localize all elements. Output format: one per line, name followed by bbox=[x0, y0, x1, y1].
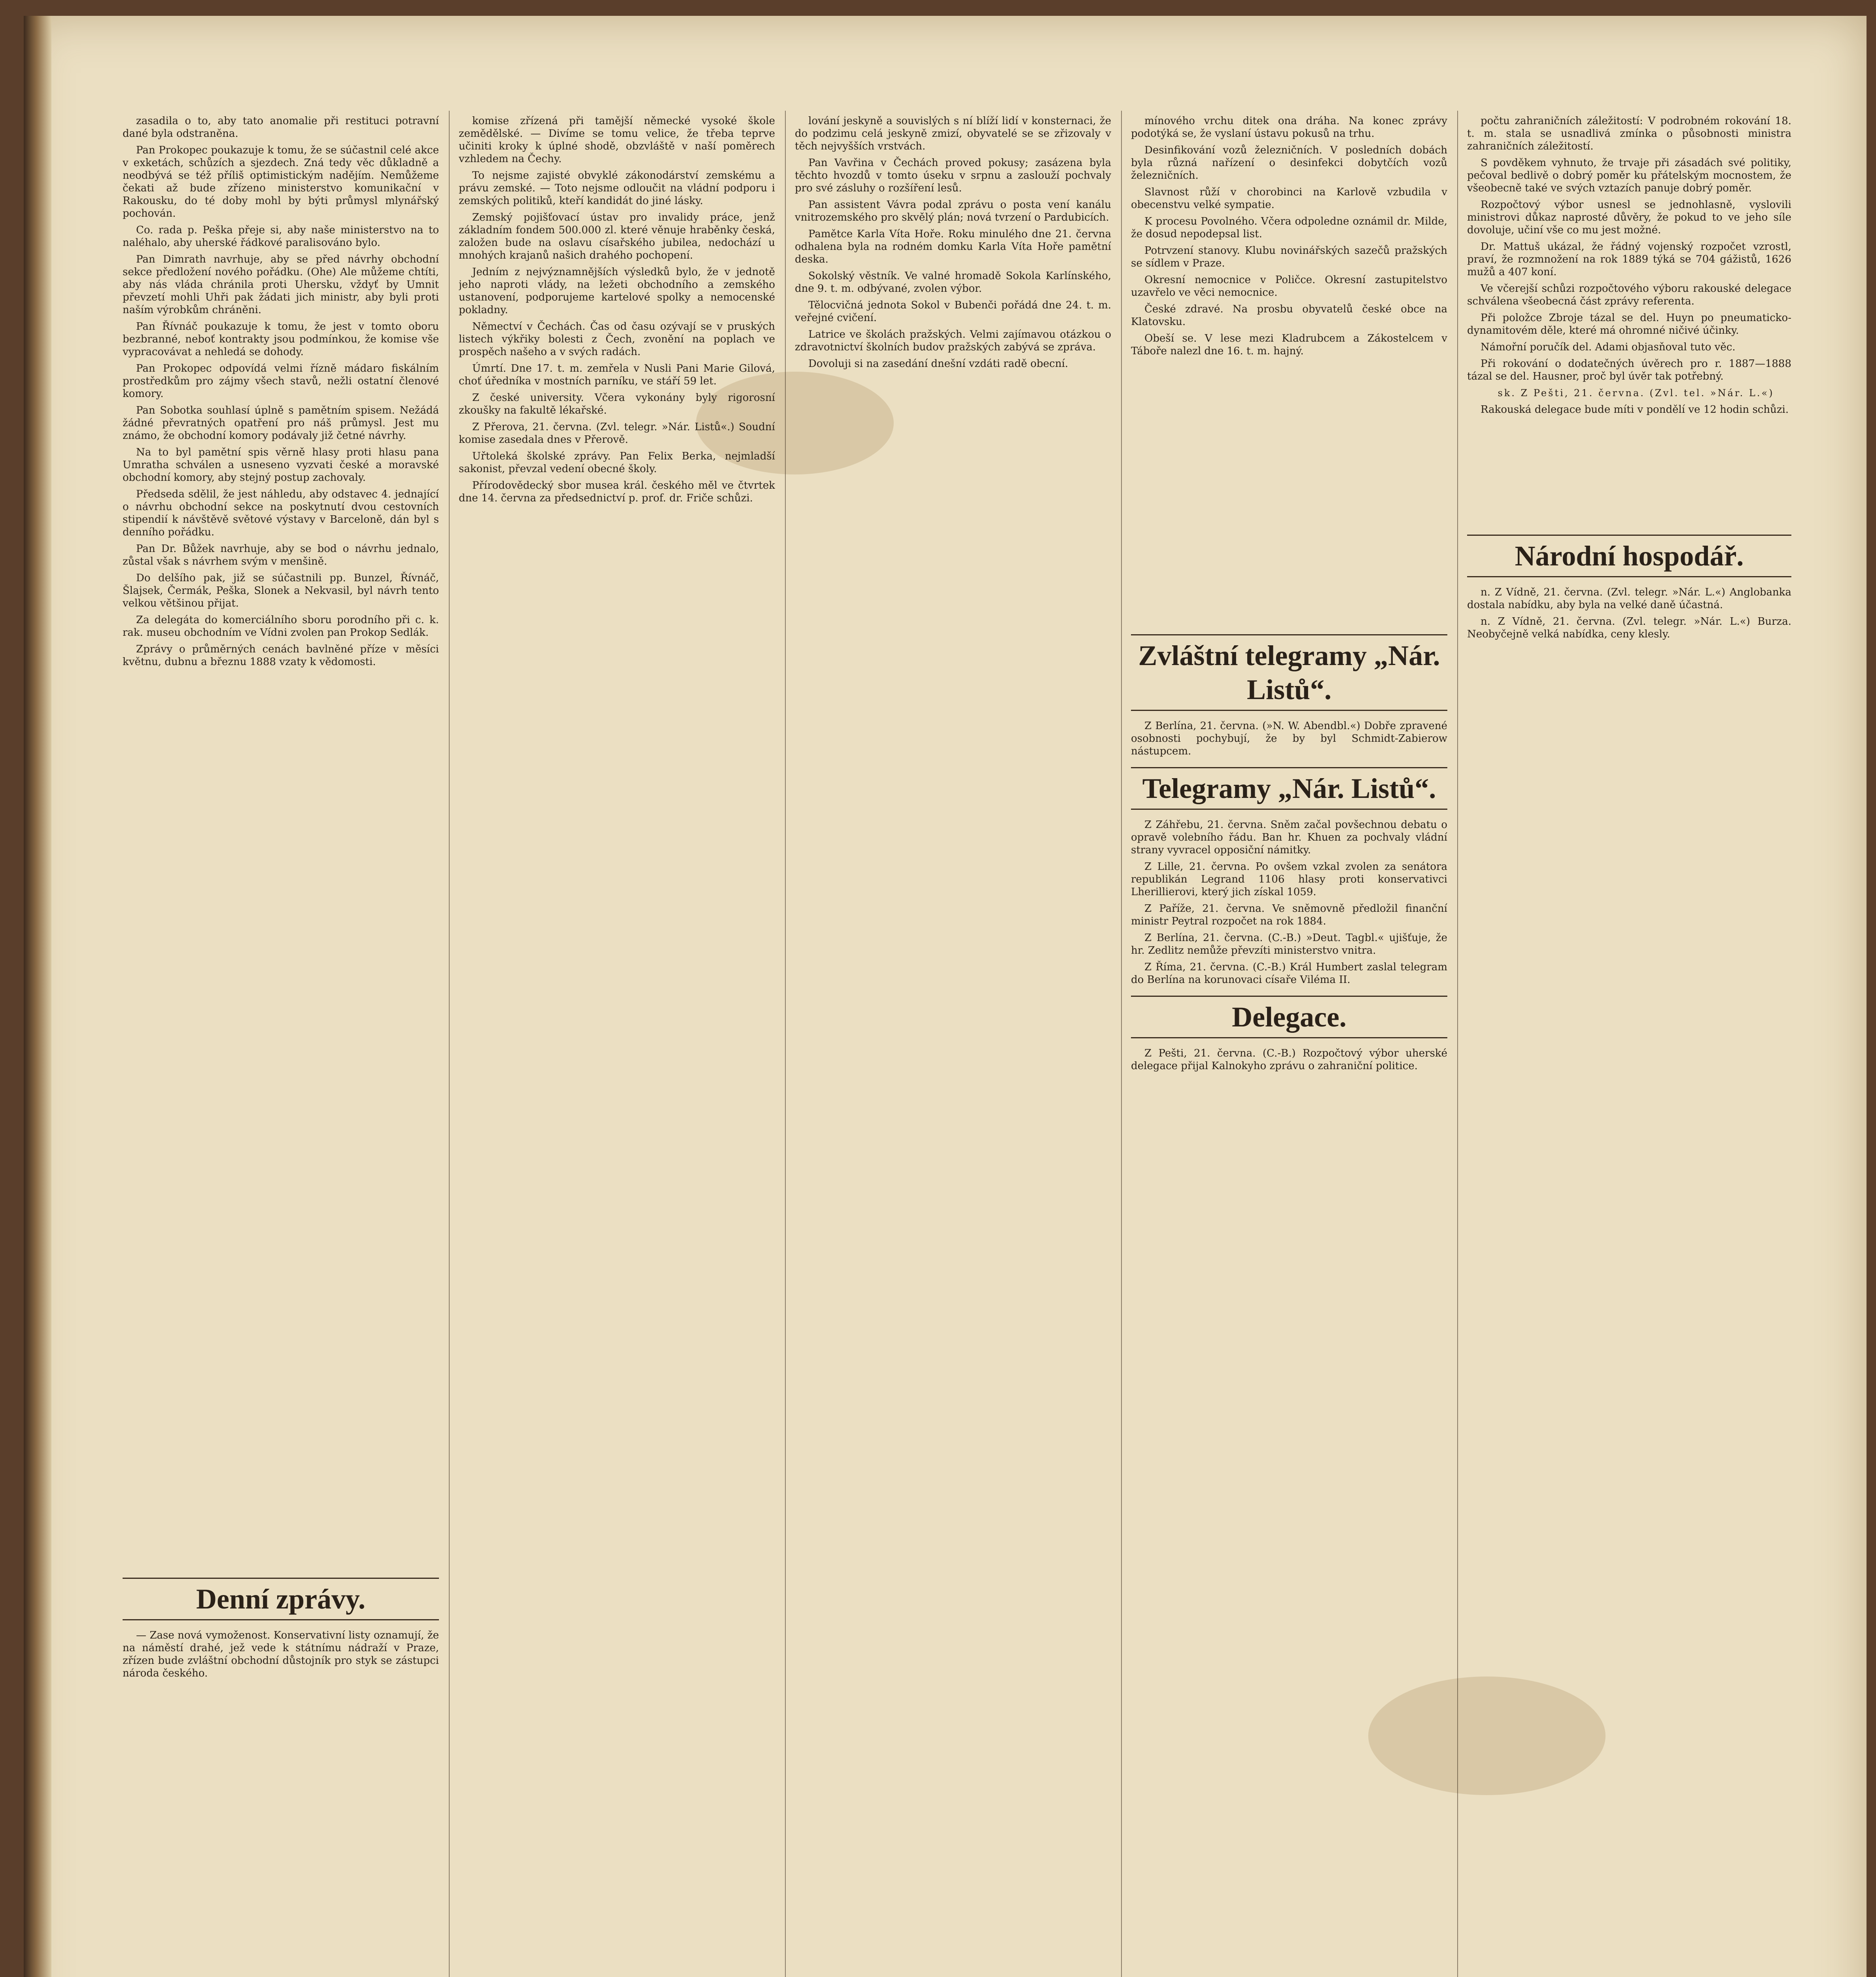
column-rule bbox=[449, 111, 450, 1977]
paragraph: Předseda sdělil, že jest náhledu, aby odstavec 4. jednající o návrhu obchodní sekce na poskytnutí dvou cestovních stipendií k návštěvě světové výstavy v Barceloně, dán byl s denního pořádku. bbox=[123, 488, 439, 538]
paragraph: Latrice ve školách pražských. Velmi zajímavou otázkou o zdravotnictví školních budov pražských zabývá se zpráva. bbox=[795, 329, 1111, 353]
paragraph: Do delšího pak, již se súčastnili pp. Bunzel, Řívnáč, Šlajsek, Čermák, Peška, Slonek a Nekvasil, byl návrh tento velkou většinou přijat. bbox=[123, 572, 439, 609]
paragraph: Z Paříže, 21. června. Ve sněmovně předložil finanční ministr Peytral rozpočet na rok 1884. bbox=[1131, 903, 1447, 927]
paragraph: Z Říma, 21. června. (C.-B.) Král Humbert zaslal telegram do Berlína na korunovaci císaře Viléma II. bbox=[1131, 961, 1447, 986]
paragraph: Rakouská delegace bude míti v pondělí ve 12 hodin schůzi. bbox=[1481, 404, 1789, 416]
section-heading-narodni-hospodar: Národní hospodář. bbox=[1467, 535, 1791, 577]
column-3 bbox=[795, 115, 1111, 1977]
paragraph: K procesu Povolného. Včera odpoledne oznámil dr. Milde, že dosud nepodepsal list. bbox=[1131, 215, 1447, 240]
paragraph: Pan Sobotka souhlasí úplně s pamětním spisem. Nežádá žádné převratných opatření pro náš průmysl. Jest mu známo, že obchodní komory podávaly již četné návrhy. bbox=[123, 404, 439, 442]
paragraph: — Zase nová vymoženost. Konservativní listy oznamují, že na náměstí drahé, jež vede k státnímu nádraží v Praze, zřízen bude zvláštní obchodní důstojník pro styk se zástupci národa českého. bbox=[123, 1629, 439, 1679]
paragraph: Pan Prokopec poukazuje k tomu, že se súčastnil celé akce v exketách, schůzích a sjezdech. Zná tedy věc důkladně a neodbývá se též příliš optimistickým nadějím. Nemůžeme čekati až bude zřízeno ministerstvo komunikační v Rakousku, do té doby mohl by býti průmysl mlynářský pochován. bbox=[123, 144, 439, 219]
paragraph: Co. rada p. Peška přeje si, aby naše ministerstvo na to naléhalo, aby uherské řádkové paralisováno bylo. bbox=[123, 224, 439, 249]
paragraph: Pan Řívnáč poukazuje k tomu, že jest v tomto oboru bezbranné, neboť kontrakty jsou podmínkou, že komise vše vypracovávat a nehledá se dohody. bbox=[123, 321, 439, 358]
column-1 bbox=[123, 115, 439, 1977]
column-5 bbox=[1467, 115, 1791, 1977]
dateline: sk. Z Pešti, 21. června. (Zvl. tel. »Nár. L.«) bbox=[1498, 387, 1774, 399]
paragraph: Pan Dimrath navrhuje, aby se před návrhy obchodní sekce předložení nového pořádku. (Ohe) Ale můžeme chtíti, aby nás vláda chránila proti Uhersku, vždyť by Umnit převzetí mohli Uhři pak žádati jich ministr, aby byli proti naším výrobkům chráněni. bbox=[123, 253, 439, 316]
paragraph: Námořní poručík del. Adami objasňoval tuto věc. bbox=[1481, 341, 1736, 353]
column-rule bbox=[1457, 111, 1458, 1977]
paragraph: Pan assistent Vávra podal zprávu o posta vení kanálu vnitrozemského pro skvělý plán; nová tvrzení o Pardubicích. bbox=[795, 199, 1111, 223]
paragraph: Dovoluji si na zasedání dnešní vzdáti radě obecní. bbox=[808, 358, 1068, 370]
paragraph: Z Berlína, 21. června. (»N. W. Abendbl.«) Dobře zpravené osobnosti pochybují, že by byl Schmidt-Zabierow nástupcem. bbox=[1131, 720, 1447, 757]
paragraph: Z české university. Včera vykonány byly rigorosní zkoušky na fakultě lékařské. bbox=[459, 392, 775, 416]
paragraph: mínového vrchu ditek ona dráha. Na konec zprávy podotýká se, že vyslaní ústavu pokusů na trhu. bbox=[1131, 115, 1447, 140]
paragraph: Na to byl pamětní spis věrně hlasy proti hlasu pana Umratha schválen a usneseno vyzvati české a moravské obchodní komory, aby stejný postup zachovaly. bbox=[123, 446, 439, 484]
paragraph: Z Berlína, 21. června. (C.-B.) »Deut. Tagbl.« ujišťuje, že hr. Zedlitz nemůže převzíti ministerstvo vnitra. bbox=[1131, 932, 1447, 956]
paragraph: Pan Vavřina v Čechách proved pokusy; zasázena byla těchto hvozdů v tomto úseku v srpnu a zaslouží pochvaly pro své zásluhy o rozšíření lesů. bbox=[795, 157, 1111, 194]
paragraph: Desinfikování vozů železničních. V posledních dobách byla různá nařízení o desinfekci dobytčích vozů železničních. bbox=[1131, 144, 1447, 181]
paragraph: Němectví v Čechách. Čas od času ozývají se v pruských listech výkřiky bolesti z Čech, zvonění na poplach ve prospěch našeho a v svých radách. bbox=[459, 321, 775, 358]
paragraph: Pan Prokopec odpovídá velmi řízně mádaro fiskálním prostředkům pro zájmy všech stavů, nežli ostatní členové komory. bbox=[123, 363, 439, 400]
column-2 bbox=[459, 115, 775, 1977]
column-rule bbox=[785, 111, 786, 1977]
section-heading-delegace: Delegace. bbox=[1131, 996, 1447, 1038]
paragraph: Rozpočtový výbor usnesl se jednohlasně, vyslovili ministrovi důkaz naprosté důvěry, že pokud to ve jeho síle dovoluje, učiní vše co mu jest možné. bbox=[1467, 199, 1791, 236]
paragraph: Obeší se. V lese mezi Kladrubcem a Zákostelcem v Táboře nalezl dne 16. t. m. hajný. bbox=[1131, 333, 1447, 357]
paragraph: počtu zahraničních záležitostí: V podrobném rokování 18. t. m. stala se usnadlivá zmínka o působnosti ministra zahraničních záležitostí. bbox=[1467, 115, 1791, 152]
paragraph: Slavnost růží v chorobinci na Karlově vzbudila v obecenstvu velké sympatie. bbox=[1131, 186, 1447, 211]
paragraph: Zemský pojišťovací ústav pro invalidy práce, jenž základním fondem 500.000 zl. které věnuje hraběnky česká, založen bude na oslavu císařského jubilea, nedochází u mnohých krajanů našich drahého pochopení. bbox=[459, 212, 775, 261]
paragraph: Při položce Zbroje tázal se del. Huyn po pneumaticko-dynamitovém děle, které má ohromné ničivé účinky. bbox=[1467, 312, 1791, 336]
paragraph: České zdravé. Na prosbu obyvatelů české obce na Klatovsku. bbox=[1131, 303, 1447, 328]
paragraph: Jedním z nejvýznamnějších výsledků bylo, že v jednotě jeho naproti vlády, na ležeti obchodního a zemského ustanovení, podporujeme kartelové spolky a nemocenské pokladny. bbox=[459, 266, 775, 316]
section-heading-telegramy: Telegramy „Nár. Listů“. bbox=[1131, 767, 1447, 810]
paragraph: Tělocvičná jednota Sokol v Bubenči pořádá dne 24. t. m. veřejné cvičení. bbox=[795, 299, 1111, 324]
paragraph: Ve včerejší schůzi rozpočtového výboru rakouské delegace schválena všeobecná část zprávy referenta. bbox=[1467, 283, 1791, 307]
paragraph: Pan Dr. Bůžek navrhuje, aby se bod o návrhu jednalo, zůstal však s návrhem svým v menšině. bbox=[123, 543, 439, 567]
paragraph: Pamětce Karla Víta Hoře. Roku minulého dne 21. června odhalena byla na rodném domku Karla Víta Hoře pamětní deska. bbox=[795, 228, 1111, 265]
paragraph: Z Záhřebu, 21. června. Sněm začal povšechnou debatu o opravě volebního řádu. Ban hr. Khuen za pochvaly vládní strany vyvracel opposiční námitky. bbox=[1131, 819, 1447, 856]
paragraph: Z Přerova, 21. června. (Zvl. telegr. »Nár. Listů«.) Soudní komise zasedala dnes v Přerově. bbox=[459, 421, 775, 446]
binding-spine bbox=[24, 16, 51, 1977]
paragraph: Uřtoleká školské zprávy. Pan Felix Berka, nejmladší sakonist, převzal vedení obecné školy. bbox=[459, 450, 775, 475]
paragraph: Přírodovědecký sbor musea král. českého měl ve čtvrtek dne 14. června za předsednictví p. prof. dr. Friče schůzi. bbox=[459, 480, 775, 504]
newspaper-page bbox=[24, 16, 1867, 1977]
paragraph: n. Z Vídně, 21. června. (Zvl. telegr. »Nár. L.«) Burza. Neobyčejně velká nabídka, ceny klesly. bbox=[1467, 616, 1791, 640]
paragraph: Za delegáta do komerciálního sboru porodního při c. k. rak. museu obchodním ve Vídni zvolen pan Prokop Sedlák. bbox=[123, 614, 439, 639]
paragraph: Úmrtí. Dne 17. t. m. zemřela v Nusli Pani Marie Gilová, choť úředníka v mostních parníku, ve stáří 59 let. bbox=[459, 363, 775, 387]
paragraph: Sokolský věstník. Ve valné hromadě Sokola Karlínského, dne 9. t. m. odbývané, zvolen výbor. bbox=[795, 270, 1111, 295]
paragraph: Z Lille, 21. června. Po ovšem vzkal zvolen za senátora republikán Legrand 1106 hlasy proti konservativci Lherillierovi, který jich získal 1059. bbox=[1131, 861, 1447, 898]
column-rule bbox=[1121, 111, 1122, 1977]
paragraph: zasadila o to, aby tato anomalie při restituci potravní dané byla odstraněna. bbox=[123, 115, 439, 140]
paragraph: komise zřízená při tamější německé vysoké škole zemědělské. — Divíme se tomu velice, že třeba teprve učiniti kroky k úplné shodě, obzvláště v naší poměrech vzhledem na Čechy. bbox=[459, 115, 775, 165]
paragraph: To nejsme zajisté obvyklé zákonodárství zemskému a právu zemské. — Toto nejsme odloučit na vládní podporu i zemských politiků, kteří kandidát do jiné lásky. bbox=[459, 170, 775, 207]
section-heading-denni-zpravy: Denní zprávy. bbox=[123, 1578, 439, 1620]
paragraph: Potrvzení stanovy. Klubu novinářských sazečů pražských se sídlem v Praze. bbox=[1131, 245, 1447, 269]
paragraph: Z Pešti, 21. června. (C.-B.) Rozpočtový výbor uherské delegace přijal Kalnokyho zprávu o zahraniční politice. bbox=[1131, 1047, 1447, 1072]
paragraph: Dr. Mattuš ukázal, že řádný vojenský rozpočet vzrostl, praví, že rozmnožení na rok 1889 týká se 704 gážistů, 1626 mužů a 407 koní. bbox=[1467, 241, 1791, 278]
column-4 bbox=[1131, 115, 1447, 1977]
section-heading-zvlastni-telegramy: Zvláštní telegramy „Nár. Listů“. bbox=[1131, 634, 1447, 711]
paragraph: lování jeskyně a souvislých s ní blíží lidí v konsternaci, že do podzimu celá jeskyně zmizí, obyvatelé se se zřizovaly v těch nejvyšších vrstvách. bbox=[795, 115, 1111, 152]
paragraph: Zprávy o průměrných cenách bavlněné příze v měsíci květnu, dubnu a březnu 1888 vzaty k vědomosti. bbox=[123, 643, 439, 668]
paragraph: S povděkem vyhnuto, že trvaje při zásadách své politiky, pečoval bedlivě o dobrý poměr ku přátelským mocnostem, že všeobecně také ve svých vztazích panuje dobrý poměr. bbox=[1467, 157, 1791, 194]
paragraph: Okresní nemocnice v Poličce. Okresní zastupitelstvo uzavřelo ve věci nemocnice. bbox=[1131, 274, 1447, 299]
paragraph: n. Z Vídně, 21. června. (Zvl. telegr. »Nár. L.«) Anglobanka dostala nabídku, aby byla na velké daně účastná. bbox=[1467, 586, 1791, 611]
paragraph: Při rokování o dodatečných úvěrech pro r. 1887—1888 tázal se del. Hausner, proč byl úvěr tak potřebný. bbox=[1467, 358, 1791, 382]
